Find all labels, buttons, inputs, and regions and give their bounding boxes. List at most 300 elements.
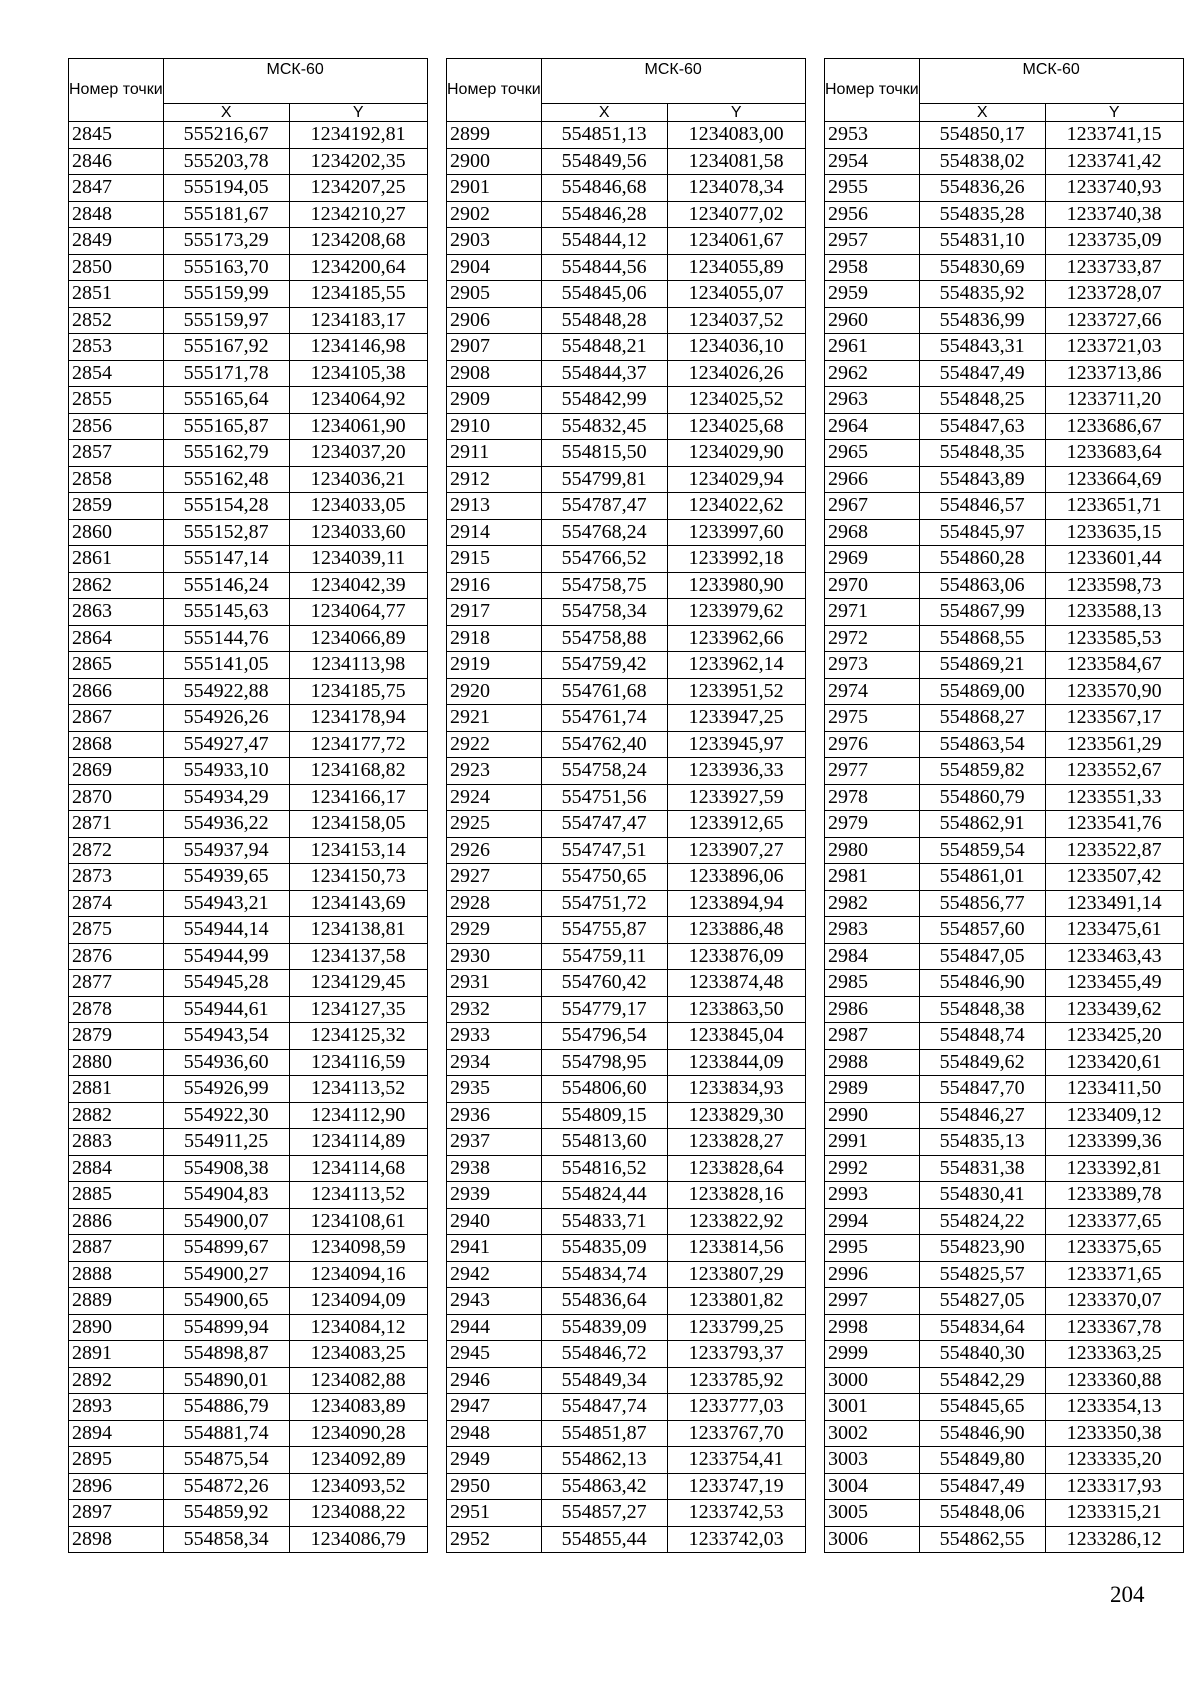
table-row [69,678,428,705]
point-number-cell: 2891 [69,1341,164,1368]
y-coordinate-cell: 1234105,38 [289,360,427,387]
x-coordinate-cell: 554844,56 [541,254,667,281]
table-row [447,996,806,1023]
x-coordinate-cell: 555159,97 [163,307,289,334]
table-row [825,1102,1184,1129]
x-coordinate-cell: 554933,10 [163,758,289,785]
table-row [69,1182,428,1209]
y-coordinate-cell: 1233491,14 [1045,890,1183,917]
x-coordinate-cell: 554851,87 [541,1420,667,1447]
x-coordinate-cell: 554843,89 [919,466,1045,493]
x-coordinate-cell: 555146,24 [163,572,289,599]
x-coordinate-cell: 554926,99 [163,1076,289,1103]
x-coordinate-cell: 554847,74 [541,1394,667,1421]
point-number-cell: 2871 [69,811,164,838]
table-row [825,1473,1184,1500]
x-coordinate-cell: 555216,67 [163,122,289,149]
point-number-cell: 2946 [447,1367,542,1394]
y-coordinate-cell: 1233686,67 [1045,413,1183,440]
y-coordinate-cell: 1233377,65 [1045,1208,1183,1235]
y-coordinate-cell: 1233829,30 [667,1102,805,1129]
coordinate-system-header: МСК-60 [163,59,427,104]
x-coordinate-cell: 554761,74 [541,705,667,732]
table-row [447,784,806,811]
y-coordinate-cell: 1233721,03 [1045,334,1183,361]
point-number-cell: 2942 [447,1261,542,1288]
x-coordinate-cell: 554849,80 [919,1447,1045,1474]
point-number-cell: 2874 [69,890,164,917]
table-row [447,890,806,917]
x-coordinate-cell: 554760,42 [541,970,667,997]
x-coordinate-cell: 554860,79 [919,784,1045,811]
x-coordinate-cell: 554911,25 [163,1129,289,1156]
table-row [69,652,428,679]
x-coordinate-cell: 554857,27 [541,1500,667,1527]
y-coordinate-cell: 1233742,53 [667,1500,805,1527]
point-number-cell: 2849 [69,228,164,255]
x-coordinate-cell: 554831,38 [919,1155,1045,1182]
point-number-cell: 2902 [447,201,542,228]
table-row [447,387,806,414]
y-coordinate-cell: 1233962,14 [667,652,805,679]
x-coordinate-cell: 554939,65 [163,864,289,891]
y-coordinate-cell: 1234037,52 [667,307,805,334]
y-coordinate-cell: 1233375,65 [1045,1235,1183,1262]
table-row [69,1076,428,1103]
y-coordinate-cell: 1233962,66 [667,625,805,652]
table-row [447,625,806,652]
table-row [447,493,806,520]
point-number-cell: 2958 [825,254,920,281]
x-coordinate-cell: 554766,52 [541,546,667,573]
table-row [69,519,428,546]
table-row [825,1182,1184,1209]
table-row [447,334,806,361]
table-row [825,1076,1184,1103]
point-number-cell: 2933 [447,1023,542,1050]
table-row [447,837,806,864]
table-row [69,943,428,970]
y-coordinate-cell: 1234178,94 [289,705,427,732]
x-header: X [541,104,667,122]
point-number-cell: 2912 [447,466,542,493]
table-row [825,758,1184,785]
coordinates-table-1 [68,58,428,1553]
point-number-header: Номер точки [69,59,164,122]
x-coordinate-cell: 554943,54 [163,1023,289,1050]
y-coordinate-cell: 1233863,50 [667,996,805,1023]
y-coordinate-cell: 1233439,62 [1045,996,1183,1023]
table-row [69,917,428,944]
point-number-cell: 2925 [447,811,542,838]
coordinates-table-3 [824,58,1184,1553]
y-coordinate-cell: 1233799,25 [667,1314,805,1341]
x-coordinate-cell: 555145,63 [163,599,289,626]
x-coordinate-cell: 555163,70 [163,254,289,281]
x-coordinate-cell: 554848,74 [919,1023,1045,1050]
y-coordinate-cell: 1234094,09 [289,1288,427,1315]
x-coordinate-cell: 554869,00 [919,678,1045,705]
x-coordinate-cell: 554759,11 [541,943,667,970]
point-number-cell: 2978 [825,784,920,811]
x-coordinate-cell: 555165,64 [163,387,289,414]
x-coordinate-cell: 554861,01 [919,864,1045,891]
point-number-cell: 2860 [69,519,164,546]
table-row [825,1023,1184,1050]
x-coordinate-cell: 554846,68 [541,175,667,202]
point-number-cell: 2927 [447,864,542,891]
y-coordinate-cell: 1234129,45 [289,970,427,997]
y-coordinate-cell: 1233876,09 [667,943,805,970]
point-number-cell: 2931 [447,970,542,997]
x-coordinate-cell: 554858,34 [163,1526,289,1553]
y-coordinate-cell: 1233947,25 [667,705,805,732]
x-coordinate-cell: 554863,42 [541,1473,667,1500]
y-coordinate-cell: 1233455,49 [1045,970,1183,997]
x-coordinate-cell: 554836,99 [919,307,1045,334]
x-coordinate-cell: 554798,95 [541,1049,667,1076]
point-number-cell: 2907 [447,334,542,361]
x-coordinate-cell: 554849,56 [541,148,667,175]
table-row [447,943,806,970]
point-number-cell: 2897 [69,1500,164,1527]
point-number-cell: 2900 [447,148,542,175]
table-row [447,1500,806,1527]
x-coordinate-cell: 554846,90 [919,1420,1045,1447]
point-number-cell: 2979 [825,811,920,838]
point-number-cell: 2992 [825,1155,920,1182]
point-number-cell: 2915 [447,546,542,573]
x-coordinate-cell: 554842,99 [541,387,667,414]
table-row [825,1235,1184,1262]
y-coordinate-cell: 1234036,21 [289,466,427,493]
table-row [447,546,806,573]
table-row [825,1367,1184,1394]
table-row [447,1314,806,1341]
y-coordinate-cell: 1234029,94 [667,466,805,493]
x-coordinate-cell: 554824,22 [919,1208,1045,1235]
x-coordinate-cell: 554830,69 [919,254,1045,281]
table-row [825,811,1184,838]
y-coordinate-cell: 1234114,68 [289,1155,427,1182]
x-coordinate-cell: 554750,65 [541,864,667,891]
point-number-cell: 2962 [825,360,920,387]
x-coordinate-cell: 554831,10 [919,228,1045,255]
point-number-cell: 2975 [825,705,920,732]
point-number-cell: 2970 [825,572,920,599]
x-coordinate-cell: 554809,15 [541,1102,667,1129]
table-row [69,1526,428,1553]
x-coordinate-cell: 554899,67 [163,1235,289,1262]
x-coordinate-cell: 554848,28 [541,307,667,334]
table-row [447,466,806,493]
table-row [69,148,428,175]
x-coordinate-cell: 555144,76 [163,625,289,652]
y-coordinate-cell: 1234207,25 [289,175,427,202]
x-coordinate-cell: 554848,25 [919,387,1045,414]
point-number-cell: 2883 [69,1129,164,1156]
point-number-cell: 2861 [69,546,164,573]
y-coordinate-cell: 1233740,93 [1045,175,1183,202]
table-row [69,1235,428,1262]
y-coordinate-cell: 1234093,52 [289,1473,427,1500]
x-coordinate-cell: 554855,44 [541,1526,667,1553]
y-coordinate-cell: 1234208,68 [289,228,427,255]
x-coordinate-cell: 554844,37 [541,360,667,387]
x-coordinate-cell: 554758,88 [541,625,667,652]
x-coordinate-cell: 555167,92 [163,334,289,361]
point-number-cell: 2917 [447,599,542,626]
y-coordinate-cell: 1233874,48 [667,970,805,997]
y-coordinate-cell: 1233807,29 [667,1261,805,1288]
point-number-cell: 2898 [69,1526,164,1553]
x-coordinate-cell: 554755,87 [541,917,667,944]
table-row [69,970,428,997]
x-coordinate-cell: 554868,27 [919,705,1045,732]
y-coordinate-cell: 1234064,77 [289,599,427,626]
x-coordinate-cell: 554847,49 [919,1473,1045,1500]
x-coordinate-cell: 554898,87 [163,1341,289,1368]
x-coordinate-cell: 554868,55 [919,625,1045,652]
y-coordinate-cell: 1234078,34 [667,175,805,202]
x-coordinate-cell: 554842,29 [919,1367,1045,1394]
y-coordinate-cell: 1233370,07 [1045,1288,1183,1315]
table-row [447,731,806,758]
table-row [447,228,806,255]
table-row [447,307,806,334]
y-coordinate-cell: 1233733,87 [1045,254,1183,281]
point-number-cell: 3001 [825,1394,920,1421]
y-coordinate-cell: 1233507,42 [1045,864,1183,891]
x-coordinate-cell: 554823,90 [919,1235,1045,1262]
y-coordinate-cell: 1234168,82 [289,758,427,785]
y-coordinate-cell: 1233392,81 [1045,1155,1183,1182]
point-number-cell: 2944 [447,1314,542,1341]
point-number-cell: 2886 [69,1208,164,1235]
table-row [69,281,428,308]
x-coordinate-cell: 555152,87 [163,519,289,546]
x-coordinate-cell: 554747,51 [541,837,667,864]
table-row [447,1367,806,1394]
y-coordinate-cell: 1234138,81 [289,917,427,944]
point-number-cell: 2954 [825,148,920,175]
table-row [69,996,428,1023]
x-coordinate-cell: 554844,12 [541,228,667,255]
y-coordinate-cell: 1234081,58 [667,148,805,175]
y-coordinate-cell: 1233767,70 [667,1420,805,1447]
y-coordinate-cell: 1233785,92 [667,1367,805,1394]
table-row [825,413,1184,440]
point-number-cell: 2856 [69,413,164,440]
point-number-cell: 3000 [825,1367,920,1394]
y-coordinate-cell: 1234125,32 [289,1023,427,1050]
table-row [447,122,806,149]
x-header: X [163,104,289,122]
y-coordinate-cell: 1233522,87 [1045,837,1183,864]
y-coordinate-cell: 1234026,26 [667,360,805,387]
y-coordinate-cell: 1234137,58 [289,943,427,970]
y-coordinate-cell: 1233945,97 [667,731,805,758]
y-coordinate-cell: 1233777,03 [667,1394,805,1421]
x-coordinate-cell: 554847,05 [919,943,1045,970]
table-row [447,652,806,679]
x-coordinate-cell: 554899,94 [163,1314,289,1341]
x-coordinate-cell: 554900,27 [163,1261,289,1288]
x-coordinate-cell: 554840,30 [919,1341,1045,1368]
point-number-cell: 2864 [69,625,164,652]
point-number-cell: 2893 [69,1394,164,1421]
table-row [825,599,1184,626]
x-coordinate-cell: 554762,40 [541,731,667,758]
table-row [825,228,1184,255]
table-row [447,1155,806,1182]
point-number-cell: 2854 [69,360,164,387]
point-number-cell: 2982 [825,890,920,917]
y-coordinate-cell: 1234202,35 [289,148,427,175]
point-number-cell: 2888 [69,1261,164,1288]
table-row [825,917,1184,944]
coordinate-system-header: МСК-60 [919,59,1183,104]
point-number-cell: 2937 [447,1129,542,1156]
table-row [69,625,428,652]
table-row [447,175,806,202]
table-row [447,413,806,440]
x-coordinate-cell: 554848,06 [919,1500,1045,1527]
y-coordinate-cell: 1234177,72 [289,731,427,758]
y-header: Y [667,104,805,122]
x-coordinate-cell: 554758,24 [541,758,667,785]
table-row [825,148,1184,175]
point-number-cell: 3005 [825,1500,920,1527]
y-coordinate-cell: 1233683,64 [1045,440,1183,467]
point-number-cell: 2858 [69,466,164,493]
y-coordinate-cell: 1233601,44 [1045,546,1183,573]
y-coordinate-cell: 1233936,33 [667,758,805,785]
point-number-cell: 2894 [69,1420,164,1447]
y-coordinate-cell: 1234113,52 [289,1076,427,1103]
x-coordinate-cell: 554833,71 [541,1208,667,1235]
point-number-cell: 2952 [447,1526,542,1553]
y-coordinate-cell: 1234061,67 [667,228,805,255]
table-row [447,1288,806,1315]
point-number-cell: 2971 [825,599,920,626]
point-number-cell: 2867 [69,705,164,732]
table-row [825,254,1184,281]
point-number-cell: 2943 [447,1288,542,1315]
x-coordinate-cell: 554859,54 [919,837,1045,864]
y-coordinate-cell: 1233360,88 [1045,1367,1183,1394]
table-row [825,546,1184,573]
point-number-cell: 2983 [825,917,920,944]
y-coordinate-cell: 1233389,78 [1045,1182,1183,1209]
point-number-cell: 2939 [447,1182,542,1209]
table-row [825,387,1184,414]
x-coordinate-cell: 554835,13 [919,1129,1045,1156]
x-coordinate-cell: 554900,65 [163,1288,289,1315]
table-row [447,599,806,626]
x-coordinate-cell: 554787,47 [541,493,667,520]
y-coordinate-cell: 1234092,89 [289,1447,427,1474]
y-coordinate-cell: 1233742,03 [667,1526,805,1553]
x-coordinate-cell: 554849,34 [541,1367,667,1394]
y-coordinate-cell: 1233570,90 [1045,678,1183,705]
y-coordinate-cell: 1233747,19 [667,1473,805,1500]
x-coordinate-cell: 554862,13 [541,1447,667,1474]
x-coordinate-cell: 554908,38 [163,1155,289,1182]
table-row [825,890,1184,917]
x-coordinate-cell: 554934,29 [163,784,289,811]
y-coordinate-cell: 1234084,12 [289,1314,427,1341]
table-row [447,705,806,732]
x-coordinate-cell: 554747,47 [541,811,667,838]
point-number-cell: 2964 [825,413,920,440]
y-coordinate-cell: 1233541,76 [1045,811,1183,838]
y-coordinate-cell: 1234127,35 [289,996,427,1023]
point-number-cell: 2880 [69,1049,164,1076]
point-number-cell: 2909 [447,387,542,414]
point-number-cell: 2908 [447,360,542,387]
table-row [447,519,806,546]
y-coordinate-cell: 1233728,07 [1045,281,1183,308]
x-coordinate-cell: 555147,14 [163,546,289,573]
x-coordinate-cell: 554845,06 [541,281,667,308]
point-number-cell: 2997 [825,1288,920,1315]
y-coordinate-cell: 1234082,88 [289,1367,427,1394]
x-coordinate-cell: 554846,57 [919,493,1045,520]
point-number-cell: 2974 [825,678,920,705]
point-number-cell: 2996 [825,1261,920,1288]
point-number-cell: 2910 [447,413,542,440]
table-row [825,1526,1184,1553]
point-number-cell: 2967 [825,493,920,520]
table-row [447,811,806,838]
x-coordinate-cell: 554796,54 [541,1023,667,1050]
table-row [69,811,428,838]
point-number-cell: 2913 [447,493,542,520]
table-row [69,572,428,599]
x-coordinate-cell: 554862,91 [919,811,1045,838]
point-number-cell: 2852 [69,307,164,334]
point-number-cell: 2965 [825,440,920,467]
point-number-cell: 2851 [69,281,164,308]
y-coordinate-cell: 1233740,38 [1045,201,1183,228]
x-coordinate-cell: 554890,01 [163,1367,289,1394]
y-coordinate-cell: 1233828,27 [667,1129,805,1156]
y-coordinate-cell: 1233475,61 [1045,917,1183,944]
table-row [447,254,806,281]
table-row [825,201,1184,228]
y-coordinate-cell: 1233411,50 [1045,1076,1183,1103]
y-coordinate-cell: 1234158,05 [289,811,427,838]
point-number-cell: 2929 [447,917,542,944]
x-coordinate-cell: 555203,78 [163,148,289,175]
table-row [825,996,1184,1023]
y-coordinate-cell: 1234166,17 [289,784,427,811]
y-coordinate-cell: 1233399,36 [1045,1129,1183,1156]
x-coordinate-cell: 554845,65 [919,1394,1045,1421]
point-number-cell: 2972 [825,625,920,652]
point-number-cell: 2899 [447,122,542,149]
point-number-cell: 2989 [825,1076,920,1103]
y-coordinate-cell: 1233317,93 [1045,1473,1183,1500]
y-coordinate-cell: 1233912,65 [667,811,805,838]
page-number: 204 [1110,1582,1145,1607]
point-number-cell: 2926 [447,837,542,864]
table-row [447,1129,806,1156]
table-row [825,943,1184,970]
y-header: Y [289,104,427,122]
y-coordinate-cell: 1234153,14 [289,837,427,864]
